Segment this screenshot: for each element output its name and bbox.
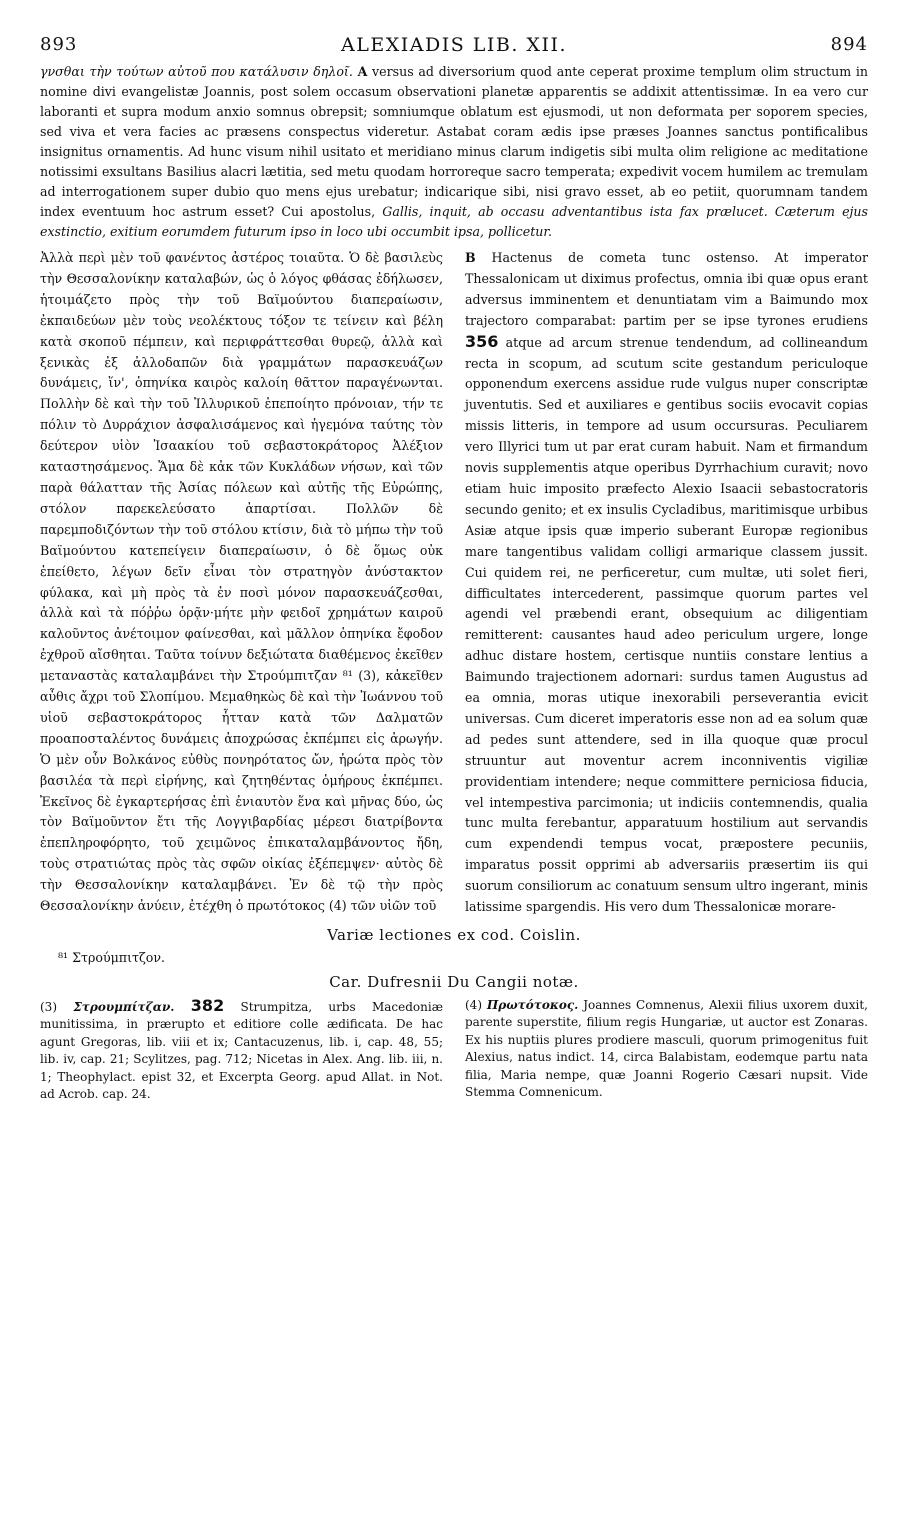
note-left bbox=[40, 997, 443, 1103]
margin-marker-a: A bbox=[357, 64, 368, 79]
main-text-columns bbox=[40, 248, 868, 918]
note-right-term: Πρωτότοκος. bbox=[486, 998, 579, 1012]
page-number-left: 893 bbox=[40, 34, 78, 55]
notes-title: Car. Dufresnii Du Cangii notæ. bbox=[329, 973, 579, 991]
latin-text-part2: atque ad arcum strenue tendendum, ad collineandum recta in scopum, ad scutum scite gestandum periculoque opponendum exercens assidue rude vulgus nuper conscriptæ juventutis. Sed et auxiliares e gentibus sociis evocavit copias missis litteris, in tempore ad usum occursuras. Peculiarem vero Illyrici tum ut par erat curam habuit. Nam et firmandum novis supplementis atque operibus Dyrrhachium curavit; novo etiam huic imposito præfecto Alexio Isaacii sebastocratoris secundo genito; et ex insulis Cycladibus, maritimisque urbibus Asiæ atque ipsis quæ imperio suberant Europæ regionibus mare tangentibus validam colligi armarique classem jussit. Cui quidem rei, ne perficeretur, cum multæ, uti solet fieri, difficultates intercederent, passimque quorum partes vel agendi vel præbendi erant, obsequium ac diligentiam remitterent: causantes haud adeo periculum urgere, longe adhuc distare hostem, certisque nuntiis constare lentius a Baimundo trajectionem adornari: surdus tamen Augustus ad ea omnia, moras utique inexorabili perseverantia evicit universas. Cum diceret imperatoris esse non ad ea solum quæ ad pedes sunt attendere, sed in illa quoque quæ procul struuntur aut moventur acrem inconniventis vigiliæ providentiam intendere; neque committere perniciosa fiducia, vel intempestiva parcimonia; ut indiciis contemnendis, qualia tunc multa ferebantur, apparatuum hostilium aut servandis cum expendendi tempus vocat, præpostere pecuniis, imparatus possit opprimi ab adversariis præsertim iis qui suorum consiliorum ac conatuum sensum ultro ingerant, minis latissime spargendis. His vero dum Thessalonicæ morare- bbox=[465, 334, 868, 915]
note-left-page-ref: 382 bbox=[190, 996, 225, 1015]
note-left-term: Στρουμπίτζαν. bbox=[73, 1000, 175, 1014]
note-right-text: Joannes Comnenus, Alexii filius uxorem duxit, parente superstite, filium regis Hungariæ, ut auctor est Zonaras. Ex his nuptiis plures prodiere masculi, quorum primogenitus fuit Alexius, natus indict. 14, circa Balabistam, eodemque partu nata filia, Maria nempe, quæ Joanni Rogerio Cæsari nupsit. Vide Stemma Comnenicum. bbox=[465, 998, 868, 1100]
note-right-number: (4) bbox=[465, 998, 482, 1012]
page-number-right: 894 bbox=[830, 34, 868, 55]
page-reference-number: 356 bbox=[465, 331, 499, 351]
margin-marker-b: B bbox=[465, 250, 476, 265]
greek-paragraph: Ἀλλὰ περὶ μὲν τοῦ φανέντος ἀστέρος τοιαῦτα. Ὁ δὲ βασιλεὺς τὴν Θεσσαλονίκην καταλαβών, ὡς ὁ λόγος φθάσας ἐδήλωσεν, ἡτοιμάζετο πρὸς τὴν τοῦ Βαϊμούντου διαπεραίωσιν, ἐκπαιδεύων μὲν τοὺς νεολέκτους τόξον τε τείνειν καὶ βέλη κατὰ σκοποῦ πέμπειν, καὶ περιφράττεσθαι θυρεῷ, ἀλλὰ καὶ ξενικὰς ἐξ ἀλλοδαπῶν διὰ γραμμάτων παρασκευάζων δυνάμεις, ἵν', ὁπηνίκα καιρὸς καλοίη θᾶττον παραγένωνται. Πολλὴν δὲ καὶ τὴν τοῦ Ἰλλυρικοῦ ἐπεποίητο πρόνοιαν, τήν τε πόλιν τὸ Δυρράχιον ἀσφαλισάμενος καὶ ἡγεμόνα ταύτης τὸν δεύτερον υἱὸν Ἰσαακίου τοῦ σεβαστοκράτορος Ἀλέξιον καταστησάμενος. Ἅμα δὲ κἀκ τῶν Κυκλάδων νήσων, καὶ τῶν παρὰ θάλατταν τῆς Ἀσίας πόλεων καὶ αὐτῆς τῆς Εὐρώπης, στόλον παρεκελεύσατο ἀπαρτίσαι. Πολλῶν δὲ παρεμποδιζόντων τὴν τοῦ στόλου κτίσιν, διὰ τὸ μήπω τὴν τοῦ Βαϊμούντου κατεπείγειν διαπεραίωσιν, ὁ δὲ ὅμως οὐκ ἐπείθετο, λέγων δεῖν εἶναι τὸν στρατηγὸν ἀνύστακτον φύλακα, καὶ μὴ πρὸς τὰ ἐν ποσὶ μόνον παρασκευάζεσθαι, ἀλλὰ καὶ τὰ πόῤῥω ὁρᾷν·μήτε μὴν φειδοῖ χρημάτων καιροῦ καλοῦντος ἀνέτοιμον φαίνεσθαι, καὶ μᾶλλον ὁπηνίκα ἔφοδον ἐχθροῦ αἴσθηται. Ταῦτα τοίνυν δεξιώτατα διαθέμενος ἐκεῖθεν μεταναστὰς καταλαμβάνει τὴν Στρούμπιτζαν ⁸¹ (3), κἀκεῖθεν αὖθις ἄχρι τοῦ Σλοπίμου. Μεμαθηκὼς δὲ καὶ τὴν Ἰωάννου τοῦ υἱοῦ σεβαστοκράτορος ἧτταν κατὰ τῶν Δαλματῶν προαποσταλέντος δυνάμεις ἀποχρώσας ἐκπέμπει εἰς ἀρωγήν. Ὁ μὲν οὖν Βολκάνος εὐθὺς πονηρότατος ὤν, ἠρώτα πρὸς τὸν βασιλέα τὰ περὶ εἰρήνης, καὶ ζητηθέντας ὁμήρους ἐκπέμπει. Ἐκεῖνος δὲ ἐγκαρτερήσας ἐπὶ ἐνιαυτὸν ἕνα καὶ μῆνας δύο, ὡς τὸν Βαϊμοῦντον ἔτι τῆς Λογγιβαρδίας μέρεσι διατρίβοντα ἐπεπληροφόρητο, τοῦ χειμῶνος ἐπικαταλαμβάνοντος ἤδη, τοὺς στρατιώτας πρὸς τὰς σφῶν οἰκίας ἐξέπεμψεν· αὐτὸς δὲ τὴν Θεσσαλονίκην καταλαμβάνει. Ἐν δὲ τῷ τὴν πρὸς Θεσσαλονίκην ἀνύειν, ἐτέχθη ὁ πρωτότοκος (4) τῶν υἱῶν τοῦ bbox=[40, 250, 443, 914]
variae-entry: ⁸¹ Στρούμπιτζον. bbox=[58, 950, 166, 965]
note-left-number: (3) bbox=[40, 1000, 57, 1014]
latin-column bbox=[465, 248, 868, 918]
notes-columns bbox=[40, 997, 868, 1103]
greek-column bbox=[40, 248, 443, 918]
intro-latin-quote: Gallis, inquit, ab occasu adventantibus ista fax prælucet. Cæterum ejus exstinctio, exitium eorumdem futurum ipso in loco ubi occumbit ipsa, pollicetur. bbox=[40, 204, 869, 239]
intro-greek-lead: γνσθαι τὴν τούτων αὐτοῦ που κατάλυσιν δηλοῖ. bbox=[40, 64, 353, 79]
latin-text-part1: Hactenus de cometa tunc ostenso. At imperator Thessalonicam ut diximus profectus, omnia ibi quæ opus erant adversus imminentem et denuntiatam vim a Baimundo mox trajectoro comparabat: partim per se ipse tyrones erudiens bbox=[465, 250, 868, 328]
intro-latin-text: versus ad diversorium quod ante ceperat proxime templum olim structum in nomine divi evangelistæ Joannis, post solem occasum observationi planetæ apparentis se addixit attentissimæ. In ea vero cur laboranti et supra modum anxio somnus obrepsit; somniumque oblatum est ejusmodi, ut non deformata per soporem species, sed viva et vera facies ac præsens conspectus videretur. Astabat coram ædis ipse præses Joannes sanctus pontificalibus insignitus ornamentis. Ad hunc visum nihil usitato et meridiano minus clarum indigetis sibi multa olim religione ac meditatione notissimi exsultans Basilius alacri lætitia, sed metu quodam horroreque sacro temperata; expedivit vocem humilem ac tremulam ad interrogationem super dubio quo mens ejus urebatur; indicarique sibi, nisi gravo esset, ab eo petiit, quorumnam tandem index eventuum hoc astrum esset? Cui apostolus, bbox=[40, 64, 868, 219]
note-left-text: Strumpitza, urbs Macedoniæ munitissima, in prærupto et editiore colle ædificata. De hac agunt Gregoras, lib. viii et ix; Cantacuzenus, lib. i, cap. 48, 55; lib. iv, cap. 21; Scylitzes, pag. 712; Nicetas in Alex. Ang. lib. iii, n. 1; Theophylact. epist 32, et Excerpta Georg. apud Allat. in Not. ad Acrob. cap. 24. bbox=[40, 1000, 443, 1102]
latin-paragraph bbox=[465, 248, 868, 918]
note-right bbox=[465, 997, 868, 1103]
running-header bbox=[40, 30, 868, 58]
intro-paragraph bbox=[40, 62, 868, 242]
variae-title: Variæ lectiones ex cod. Coislin. bbox=[327, 926, 581, 944]
page-title: ALEXIADIS LIB. XII. bbox=[341, 34, 567, 56]
